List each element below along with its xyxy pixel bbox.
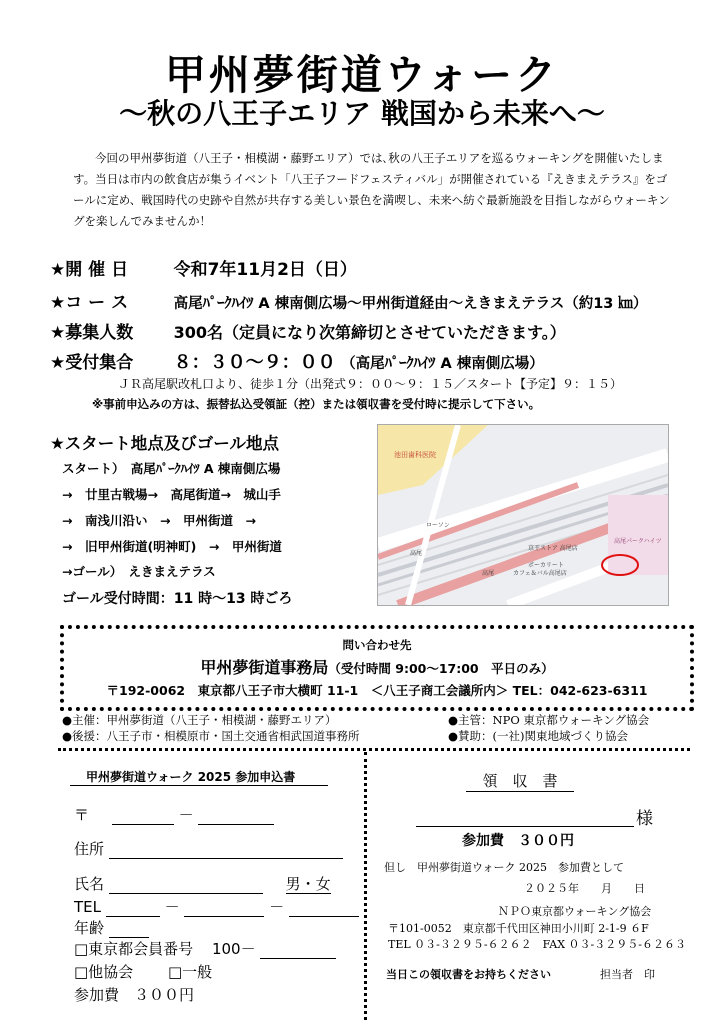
contact-hours: （受付時間 9:00～17:00 平日のみ） [328,661,554,676]
contact-box [60,625,694,711]
course-label: ★コ ー ス [50,293,129,313]
type-row [74,961,212,982]
other-assoc-checkbox[interactable]: □他協会 [74,963,134,981]
date-value: 令和7年11月2日（日） [173,260,357,280]
date-label: ★開 催 日 [50,260,129,280]
map-label-rx: ポーカリート [528,562,564,569]
route-line-5: →ゴール） えきまえテラス [62,564,216,579]
member-row [74,938,336,959]
access-text: ＪＲ高尾駅改札口より、徒歩１分（出発式９：００～９：１５／スタート【予定】９：１５） [118,377,623,391]
capacity-value: 300名（定員になり次第締切とさせていただきます。） [173,323,566,342]
contact-address: 〒192-0062 東京都八王子市大横町 11-1 ＜八王子商工会議所内＞ TEL：042-623-6311 [106,683,648,698]
postal-field-2[interactable] [198,810,274,825]
member-checkbox[interactable]: □東京都会員番号 [74,940,194,958]
member-prefix: 100－ [211,940,256,958]
contact-office-line [64,655,690,678]
address-field[interactable] [109,844,343,859]
receipt-stamp: 担当者 印 [600,968,655,981]
postal-mark: 〒 [74,806,90,824]
address-label: 住所 [74,840,105,858]
map-label-keio: 京王ストア 高尾店 [528,545,578,552]
application-fee: 参加費 ３００円 [74,986,195,1004]
receipt-bring-note: 当日この領収書をお持ちください [386,968,551,981]
member-number-field[interactable] [260,944,336,959]
name-row [74,873,331,894]
organizer-host: ●主催：甲州夢街道（八王子・相模湖・藤野エリア） [62,713,337,727]
route-line-1: スタート） 高尾ﾊﾟｰｸﾊｲﾂ A 棟南側広場 [62,461,281,476]
cut-line-vertical [364,752,367,1020]
contact-office: 甲州夢街道事務局 [200,658,329,677]
tel-field-1[interactable] [106,902,160,917]
general-checkbox[interactable]: □一般 [167,963,213,981]
postal-row [74,804,274,825]
tel-field-2[interactable] [184,902,264,917]
map-label-cafe: カフェ＆バル高尾店 [513,570,567,577]
name-label: 氏名 [74,875,105,893]
receipt-address: 〒101-0052 東京都千代田区神田小川町 2-1-9 ６F [388,922,649,935]
map-label-hospital: 池田歯科医院 [394,451,436,459]
payment-note: ※事前申込みの方は、振替払込受領証（控）または領収書を受付時に提示して下さい。 [92,397,541,411]
receipt-honorific: 様 [636,809,653,829]
tel-dash-1: － [164,898,180,916]
course-row [50,288,647,313]
postal-field-1[interactable] [112,810,174,825]
reception-row [50,348,544,374]
map-label-takao-2: 高尾 [482,570,495,577]
receipt-phone: TEL ０３-３２９５-６２６２ FAX ０３-３２９５-６２６３ [388,938,686,951]
receipt-title: 領 収 書 [466,770,574,792]
map-label-lawson: ローソン [426,522,450,529]
receipt-fee: 参加費 ３００円 [462,833,574,849]
capacity-label: ★募集人数 [50,323,134,343]
goal-time: ゴール受付時間：11 時～13 時ごろ [62,591,293,607]
reception-place: （高尾ﾊﾟｰｸﾊｲﾂ A 棟南側広場） [341,356,544,372]
page-subtitle: ～秋の八王子エリア 戦国から未来へ～ [119,97,605,130]
course-value: 高尾ﾊﾟｰｸﾊｲﾂ A 棟南側広場～甲州街道経由～えきまえテラス（約13 ㎞） [173,296,648,312]
capacity-row [50,318,566,343]
route-line-4: → 旧甲州街道(明神町) → 甲州街道 [62,539,282,554]
tel-dash-2: － [269,898,285,916]
organizer-sponsor: ●賛助：(一社)関東地域づくり協会 [448,729,629,743]
map-label-takao-1: 高尾 [410,550,423,557]
contact-heading: 問い合わせ先 [342,638,412,652]
receipt-purpose: 但し 甲州夢街道ウォーク 2025 参加費として [384,861,625,874]
application-title: 甲州夢街道ウォーク 2025 参加申込書 [70,768,328,786]
intro-text: 今回の甲州夢街道（八王子・相模湖・藤野エリア）では､秋の八王子エリアを巡るウォーキングを開催いたします。当日は市内の飲食店が集うイベント「八王子フードフェスティバル」が開催されている『えきまえテラス』をゴールに定め、戦国時代の史跡や自然が共存する美しい景色を満喫し、未来へ紡ぐ最新施設を目指しながらウォーキングを楽しんでみませんか！ [73,151,670,228]
age-label: 年齢 [74,919,105,937]
route-line-3: → 南浅川沿い → 甲州街道 → [62,513,256,528]
address-row [74,838,343,859]
area-map [377,424,669,606]
route-heading: ★スタート地点及びゴール地点 [50,434,279,453]
tel-row [74,896,359,917]
receipt-name-field[interactable] [416,826,634,827]
reception-time: ８：３０～９：００ [173,352,336,373]
map-graphic [378,425,668,605]
page-title: 甲州夢街道ウォーク [164,51,560,99]
tel-field-3[interactable] [289,902,359,917]
route-line-2: → 廿里古戦場→ 高尾街道→ 城山手 [62,487,281,502]
name-field[interactable] [109,879,263,894]
receipt-org: ＮＰＯ東京都ウォーキング協会 [498,905,652,918]
map-label-park: 高尾パークハイツ [614,538,662,545]
reception-label: ★受付集合 [50,353,134,373]
date-row [50,255,357,280]
tel-label: TEL [74,898,101,916]
age-row [74,917,149,938]
organizer-support: ●後援：八王子市・相模原市・国土交通省相武国道事務所 [62,729,360,743]
gender-select[interactable]: 男・女 [285,875,331,893]
age-field[interactable] [109,923,149,938]
postal-dash: － [178,806,194,824]
organizer-manager: ●主管：NPO 東京都ウォーキング協会 [448,713,650,727]
cut-line-horizontal [58,748,690,751]
receipt-date: ２０２５年 月 日 [524,882,645,895]
